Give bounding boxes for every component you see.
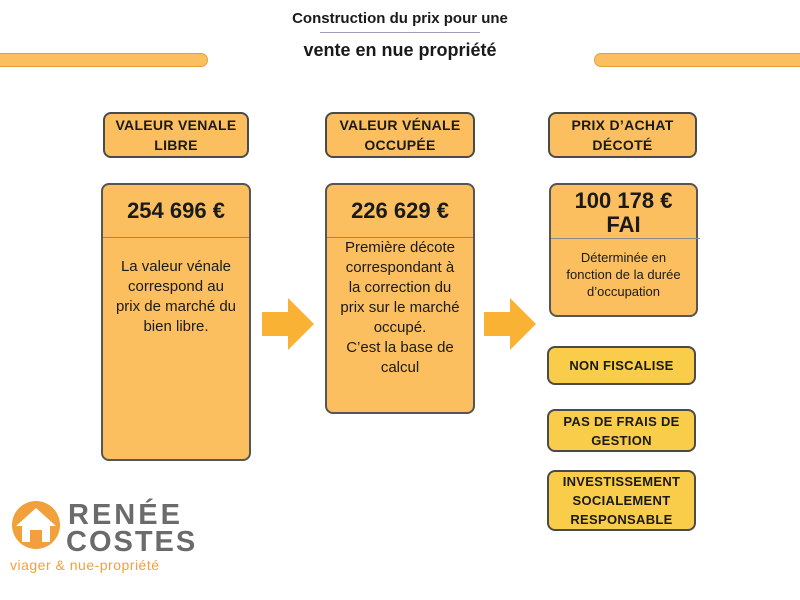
arrow-right-icon (484, 298, 536, 350)
tag-pas-de-frais-de-gestion: PAS DE FRAIS DE GESTION (547, 409, 696, 452)
box-valeur-venale-occupee (325, 183, 475, 414)
arrow-right-icon (262, 298, 314, 350)
logo-text-costes: COSTES (66, 526, 198, 558)
box-prix-achat-decote (549, 183, 698, 317)
decorative-bar-left (0, 53, 208, 67)
header-valeur-venale-libre: VALEUR VENALE LIBRE (103, 112, 249, 158)
separator-line (103, 237, 249, 238)
logo-text-renee: RENÉE (68, 499, 183, 531)
decorative-bar-right (594, 53, 800, 67)
separator-line (551, 238, 700, 239)
price-prix-achat-decote: 100 178 € FAI (574, 188, 673, 237)
description-prix-achat-decote: Déterminée en fonction de la durée d’occupation (566, 250, 681, 299)
price-valeur-venale-libre: 254 696 € (127, 198, 225, 223)
price-valeur-venale-occupee: 226 629 € (351, 198, 449, 223)
tag-non-fiscalise: NON FISCALISE (547, 346, 696, 385)
tag-investissement-socialement-responsable: INVESTISSEMENT SOCIALEMENT RESPONSABLE (547, 470, 696, 531)
title-line-2: vente en nue propriété (303, 40, 497, 60)
header-prix-achat-decote: PRIX D’ACHAT DÉCOTÉ (548, 112, 697, 158)
house-logo-icon (8, 500, 64, 550)
description-valeur-venale-libre: La valeur vénale correspond au prix de marché du bien libre. (115, 258, 237, 335)
box-valeur-venale-libre (101, 183, 251, 461)
description-valeur-venale-occupee: Première décote correspondant à la correction du prix sur le marché occupé. C’est la base de calcul (340, 239, 460, 376)
logo-tagline: viager & nue-propriété (10, 557, 160, 573)
title-line-1: Construction du prix pour une (292, 10, 508, 27)
title-underline (320, 32, 480, 33)
header-valeur-venale-occupee: VALEUR VÉNALE OCCUPÉE (325, 112, 475, 158)
